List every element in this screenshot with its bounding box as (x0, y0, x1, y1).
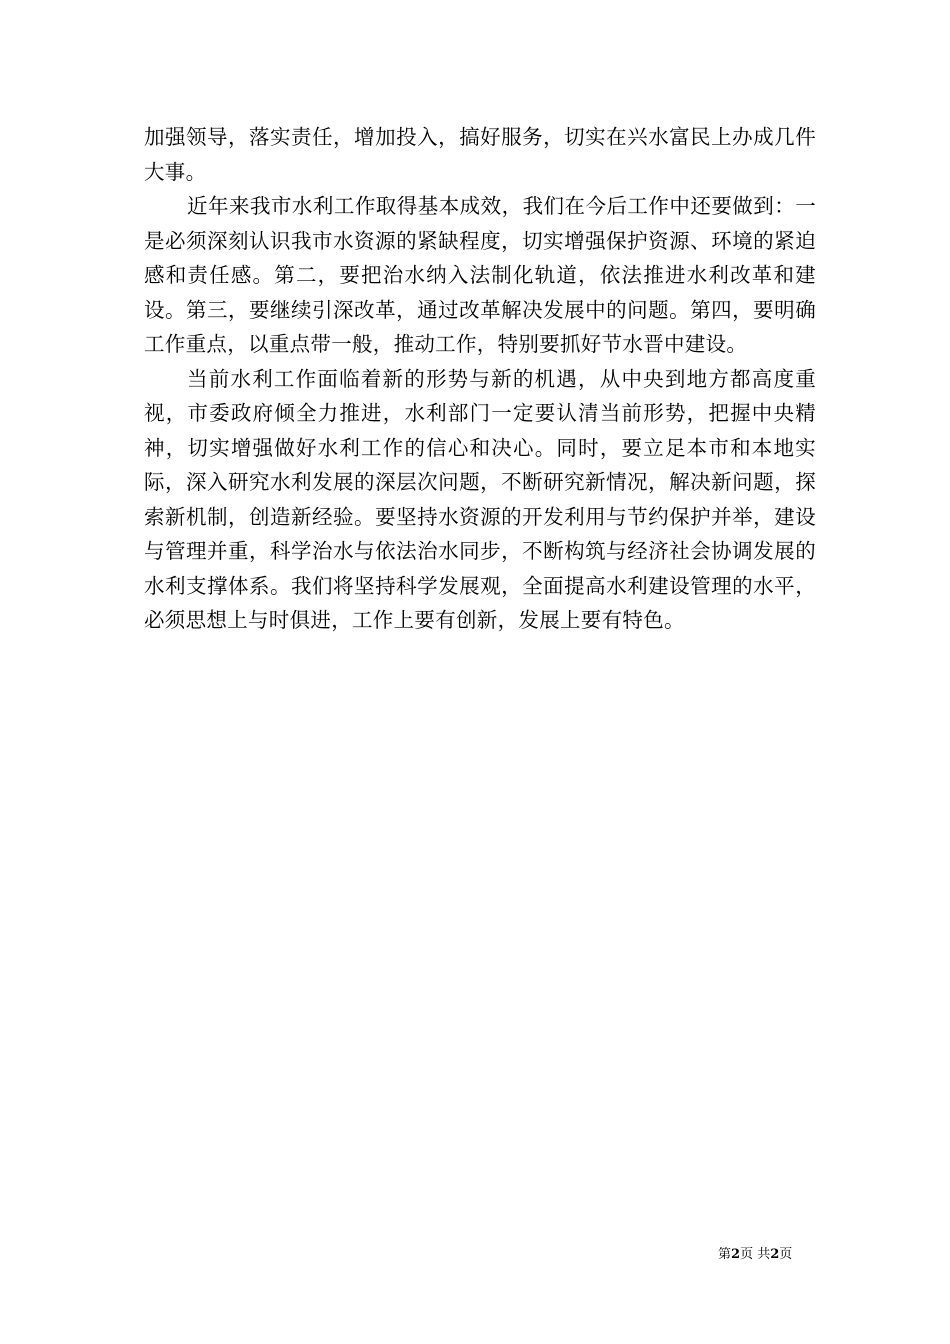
paragraph-3: 当前水利工作面临着新的形势与新的机遇，从中央到地方都高度重视，市委政府倾全力推进，水利部门一定要认清当前形势，把握中央精神，切实增强做好水利工作的信心和决心。同时，要立足本市和本地实际，深入研究水利发展的深层次问题，不断研究新情况，解决新问题，探索新机制，创造新经验。要坚持水资源的开发利用与节约保护并举，建设与管理并重，科学治水与依法治水同步，不断构筑与经济社会协调发展的水利支撑体系。我们将坚持科学发展观，全面提高水利建设管理的水平，必须思想上与时俱进，工作上要有创新，发展上要有特色。 (144, 366, 816, 632)
footer-prefix: 第 (718, 1247, 732, 1262)
page-number-footer (718, 1246, 792, 1264)
footer-suffix: 页 (779, 1247, 793, 1262)
footer-total-pages: 2 (770, 1247, 780, 1262)
paragraph-2: 近年来我市水利工作取得基本成效，我们在今后工作中还要做到：一是必须深刻认识我市水资源的紧缺程度，切实增强保护资源、环境的紧迫感和责任感。第二，要把治水纳入法制化轨道，依法推进水利改革和建设。第三，要继续引深改革，通过改革解决发展中的问题。第四，要明确工作重点，以重点带一般，推动工作，特别要抓好节水晋中建设。 (144, 194, 816, 356)
footer-middle: 页 共 (740, 1247, 771, 1262)
document-body (144, 120, 816, 638)
footer-current-page: 2 (731, 1247, 741, 1262)
paragraph-1: 加强领导，落实责任，增加投入，搞好服务，切实在兴水富民上办成几件大事。 (144, 125, 816, 184)
